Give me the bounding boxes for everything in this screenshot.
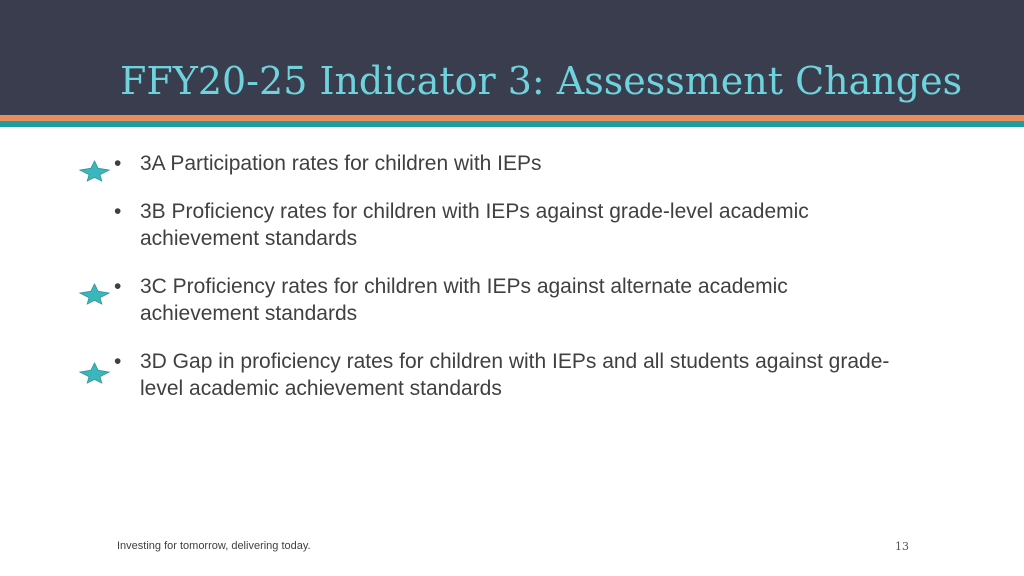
bullet-text: 3C Proficiency rates for children with IEPs against alternate academic achievement standards [140,275,788,325]
star-icon [78,362,111,384]
star-icon [78,283,111,305]
bullet-dot: • [114,152,122,175]
footer-tagline: Investing for tomorrow, delivering today. [117,540,311,552]
bullet-list [0,150,1024,423]
bullet-text: 3D Gap in proficiency rates for children with IEPs and all students against grade-level academic achievement standards [140,350,890,400]
bullet-item-3d [0,348,900,402]
slide-title: FFY20-25 Indicator 3: Assessment Changes [120,59,963,103]
bullet-dot: • [114,200,122,223]
bullet-item-3a [0,150,900,177]
accent-stripe-teal [0,121,1024,127]
bullet-text: 3A Participation rates for children with IEPs [140,152,542,175]
bullet-dot: • [114,275,122,298]
bullet-text: 3B Proficiency rates for children with IEPs against grade-level academic achievement standards [140,200,809,250]
bullet-item-3b [0,198,900,252]
bullet-item-3c [0,273,900,327]
bullet-dot: • [114,350,122,373]
page-number: 13 [895,540,909,553]
star-icon [78,160,111,182]
